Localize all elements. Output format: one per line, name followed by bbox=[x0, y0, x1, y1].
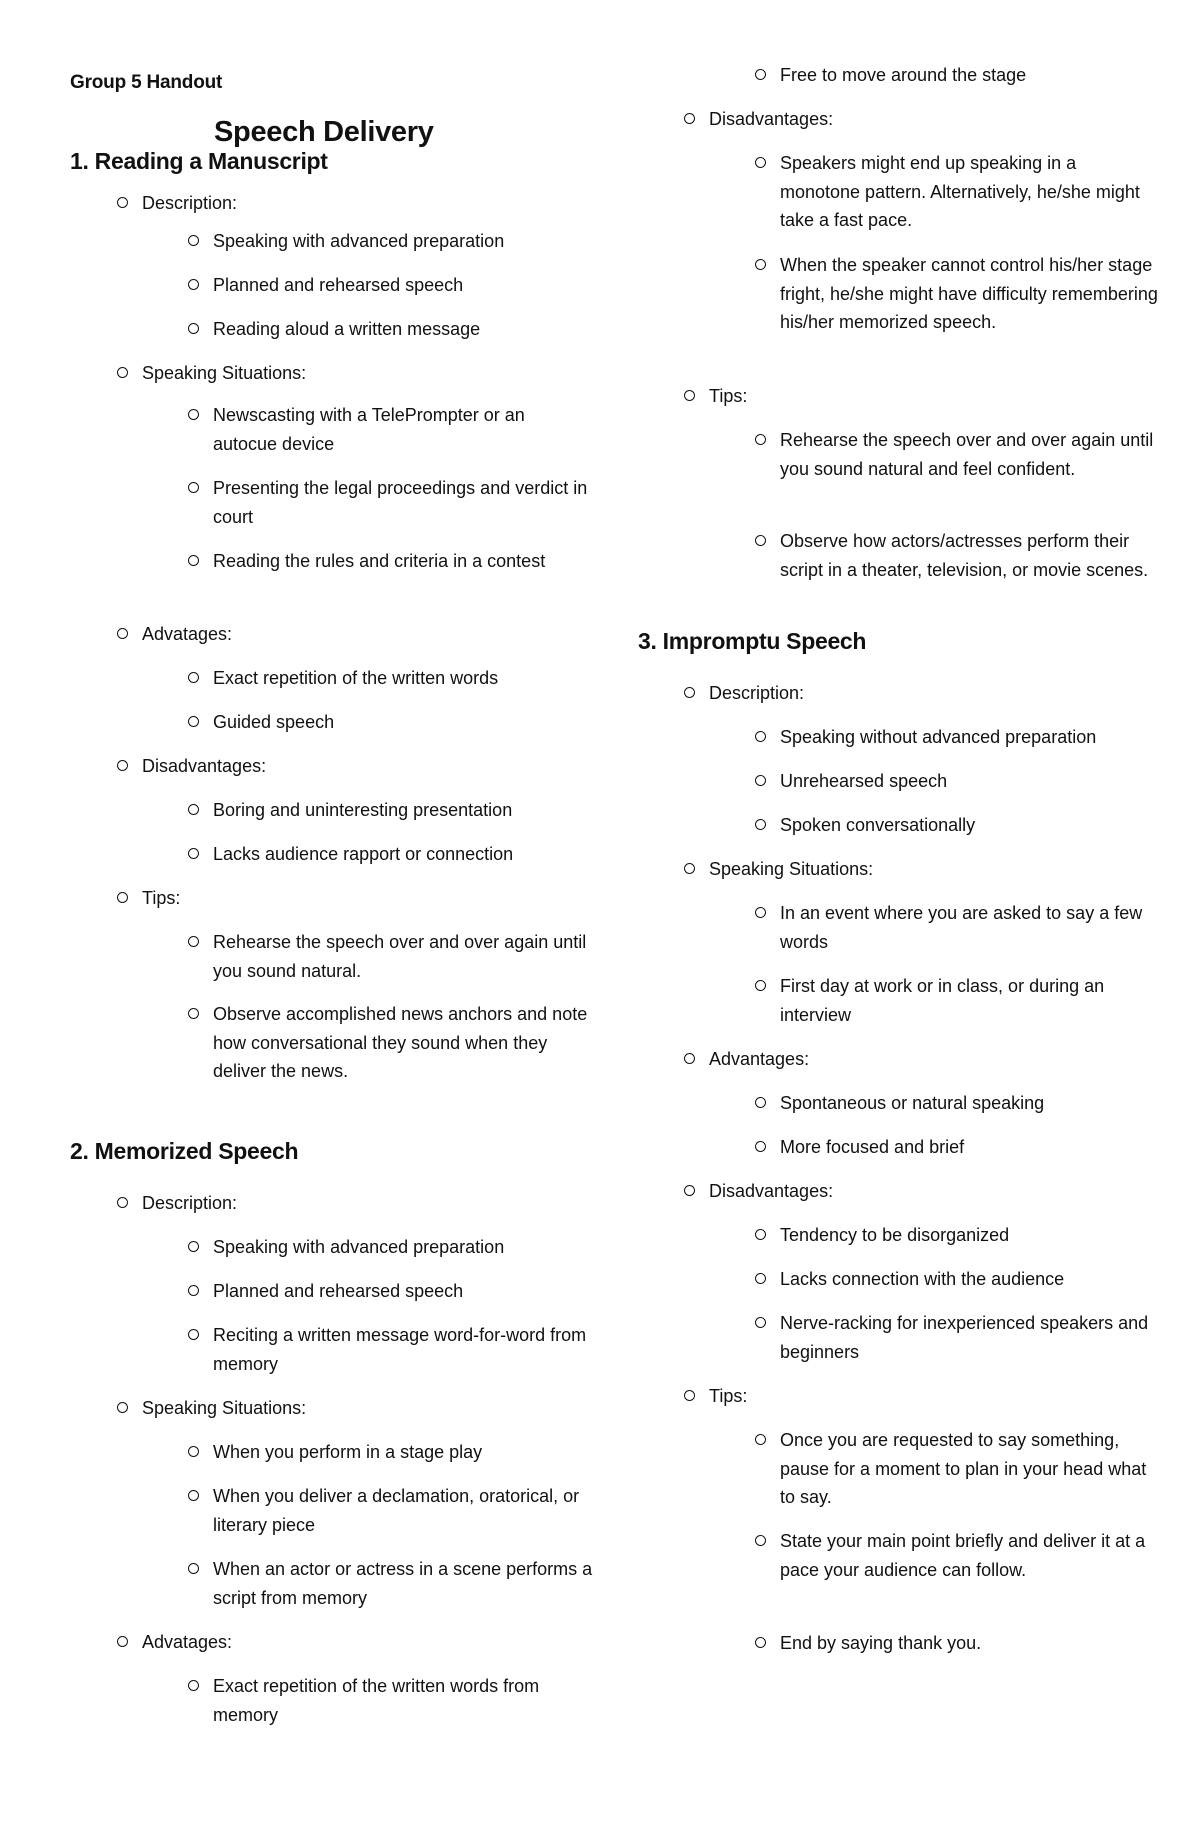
bullet-item bbox=[213, 708, 593, 737]
bullet-item bbox=[213, 664, 593, 693]
bullet-item bbox=[780, 972, 1160, 1029]
bullet-item bbox=[780, 1309, 1160, 1366]
group-label-text: Tips: bbox=[709, 1386, 748, 1406]
bullet-item bbox=[780, 61, 1160, 90]
hollow-circle-bullet-icon bbox=[117, 628, 128, 639]
hollow-circle-bullet-icon bbox=[117, 760, 128, 771]
bullet-item bbox=[780, 811, 1160, 840]
bullet-item bbox=[213, 840, 593, 869]
hollow-circle-bullet-icon bbox=[755, 1273, 766, 1284]
bullet-item bbox=[780, 1527, 1160, 1584]
bullet-item bbox=[780, 1265, 1160, 1294]
bullet-item-text: Observe accomplished news anchors and note how conversational they sound when they deliver the news. bbox=[213, 1004, 588, 1081]
bullet-item bbox=[780, 1629, 1160, 1658]
group-label-item bbox=[142, 189, 562, 218]
bullet-item-text: End by saying thank you. bbox=[780, 1633, 982, 1653]
hollow-circle-bullet-icon bbox=[188, 848, 199, 859]
bullet-item-text: When an actor or actress in a scene performs a script from memory bbox=[213, 1559, 593, 1608]
hollow-circle-bullet-icon bbox=[188, 279, 199, 290]
group-label-text: Advantages: bbox=[709, 1049, 810, 1069]
bullet-item bbox=[780, 1221, 1160, 1250]
bullet-item bbox=[780, 149, 1160, 235]
hollow-circle-bullet-icon bbox=[684, 1185, 695, 1196]
bullet-item bbox=[780, 1089, 1160, 1118]
bullet-item-text: Spontaneous or natural speaking bbox=[780, 1093, 1045, 1113]
bullet-item-text: Once you are requested to say something, pause for a moment to plan in your head what to say. bbox=[780, 1430, 1147, 1507]
hollow-circle-bullet-icon bbox=[755, 980, 766, 991]
hollow-circle-bullet-icon bbox=[755, 259, 766, 270]
bullet-item-text: More focused and brief bbox=[780, 1137, 965, 1157]
bullet-item bbox=[213, 1672, 593, 1729]
hollow-circle-bullet-icon bbox=[755, 775, 766, 786]
hollow-circle-bullet-icon bbox=[755, 1535, 766, 1546]
group-label-item bbox=[142, 359, 562, 388]
group-label-item bbox=[709, 1177, 1129, 1206]
bullet-item bbox=[213, 1000, 593, 1086]
bullet-item bbox=[213, 1482, 593, 1539]
bullet-item bbox=[780, 767, 1160, 796]
hollow-circle-bullet-icon bbox=[755, 69, 766, 80]
hollow-circle-bullet-icon bbox=[188, 235, 199, 246]
hollow-circle-bullet-icon bbox=[755, 1317, 766, 1328]
group-label-text: Description: bbox=[142, 193, 238, 213]
bullet-item bbox=[213, 1438, 593, 1467]
hollow-circle-bullet-icon bbox=[188, 672, 199, 683]
bullet-item-text: Tendency to be disorganized bbox=[780, 1225, 1010, 1245]
hollow-circle-bullet-icon bbox=[755, 434, 766, 445]
hollow-circle-bullet-icon bbox=[117, 367, 128, 378]
group-label-item bbox=[709, 1045, 1129, 1074]
bullet-item bbox=[213, 315, 593, 344]
bullet-item bbox=[213, 401, 593, 458]
bullet-item-text: Exact repetition of the written words from memory bbox=[213, 1676, 540, 1725]
bullet-item-text: Rehearse the speech over and over again until you sound natural. bbox=[213, 932, 587, 981]
hollow-circle-bullet-icon bbox=[755, 1097, 766, 1108]
hollow-circle-bullet-icon bbox=[755, 731, 766, 742]
group-label-item bbox=[709, 1382, 1129, 1411]
bullet-item-text: Planned and rehearsed speech bbox=[213, 275, 464, 295]
document-title: Speech Delivery bbox=[214, 116, 434, 148]
hollow-circle-bullet-icon bbox=[188, 1490, 199, 1501]
bullet-item bbox=[213, 1233, 593, 1262]
hollow-circle-bullet-icon bbox=[117, 1197, 128, 1208]
bullet-item-text: When you perform in a stage play bbox=[213, 1442, 483, 1462]
bullet-item bbox=[213, 1321, 593, 1378]
hollow-circle-bullet-icon bbox=[117, 197, 128, 208]
bullet-item-text: Nerve-racking for inexperienced speakers and beginners bbox=[780, 1313, 1149, 1362]
hollow-circle-bullet-icon bbox=[117, 892, 128, 903]
hollow-circle-bullet-icon bbox=[188, 1008, 199, 1019]
group-label-text: Speaking Situations: bbox=[709, 859, 874, 879]
hollow-circle-bullet-icon bbox=[755, 157, 766, 168]
group-label-item bbox=[709, 855, 1129, 884]
hollow-circle-bullet-icon bbox=[188, 1285, 199, 1296]
hollow-circle-bullet-icon bbox=[188, 1680, 199, 1691]
hollow-circle-bullet-icon bbox=[684, 1053, 695, 1064]
hollow-circle-bullet-icon bbox=[188, 409, 199, 420]
hollow-circle-bullet-icon bbox=[684, 863, 695, 874]
bullet-item-text: Exact repetition of the written words bbox=[213, 668, 499, 688]
hollow-circle-bullet-icon bbox=[188, 936, 199, 947]
bullet-item-text: Speaking with advanced preparation bbox=[213, 231, 505, 251]
bullet-item-text: Unrehearsed speech bbox=[780, 771, 948, 791]
hollow-circle-bullet-icon bbox=[684, 687, 695, 698]
bullet-item-text: Speakers might end up speaking in a monotone pattern. Alternatively, he/she might take a fast pace. bbox=[780, 153, 1140, 230]
hollow-circle-bullet-icon bbox=[755, 1141, 766, 1152]
bullet-item-text: Guided speech bbox=[213, 712, 335, 732]
group-label-text: Speaking Situations: bbox=[142, 1398, 307, 1418]
hollow-circle-bullet-icon bbox=[117, 1402, 128, 1413]
bullet-item-text: Free to move around the stage bbox=[780, 65, 1027, 85]
group-label-text: Tips: bbox=[142, 888, 181, 908]
bullet-item bbox=[213, 227, 593, 256]
hollow-circle-bullet-icon bbox=[684, 1390, 695, 1401]
hollow-circle-bullet-icon bbox=[188, 716, 199, 727]
group-label-text: Disadvantages: bbox=[709, 109, 834, 129]
bullet-item-text: Speaking with advanced preparation bbox=[213, 1237, 505, 1257]
bullet-item-text: Presenting the legal proceedings and verdict in court bbox=[213, 478, 588, 527]
group-label-text: Description: bbox=[142, 1193, 238, 1213]
group-label-item bbox=[142, 884, 562, 913]
section-heading: 1. Reading a Manuscript bbox=[70, 148, 328, 174]
bullet-item-text: State your main point briefly and deliver it at a pace your audience can follow. bbox=[780, 1531, 1146, 1580]
bullet-item bbox=[780, 1133, 1160, 1162]
hollow-circle-bullet-icon bbox=[755, 1434, 766, 1445]
bullet-item-text: Speaking without advanced preparation bbox=[780, 727, 1097, 747]
bullet-item-text: Reciting a written message word-for-word from memory bbox=[213, 1325, 587, 1374]
bullet-item bbox=[780, 1426, 1160, 1512]
bullet-item-text: Reading aloud a written message bbox=[213, 319, 481, 339]
bullet-item bbox=[780, 251, 1160, 337]
hollow-circle-bullet-icon bbox=[188, 1446, 199, 1457]
section-heading: 2. Memorized Speech bbox=[70, 1138, 299, 1164]
bullet-item-text: Spoken conversationally bbox=[780, 815, 976, 835]
hollow-circle-bullet-icon bbox=[188, 804, 199, 815]
bullet-item bbox=[780, 527, 1160, 584]
group-label-item bbox=[709, 679, 1129, 708]
group-label-item bbox=[142, 1189, 562, 1218]
bullet-item bbox=[213, 1277, 593, 1306]
group-label-item bbox=[709, 382, 1129, 411]
bullet-item bbox=[213, 271, 593, 300]
handout-label: Group 5 Handout bbox=[70, 72, 223, 93]
group-label-text: Tips: bbox=[709, 386, 748, 406]
bullet-item-text: First day at work or in class, or during an interview bbox=[780, 976, 1105, 1025]
section-heading: 3. Impromptu Speech bbox=[638, 628, 867, 654]
group-label-text: Advatages: bbox=[142, 1632, 233, 1652]
hollow-circle-bullet-icon bbox=[188, 482, 199, 493]
hollow-circle-bullet-icon bbox=[188, 555, 199, 566]
hollow-circle-bullet-icon bbox=[755, 1637, 766, 1648]
bullet-item bbox=[213, 796, 593, 825]
bullet-item bbox=[780, 426, 1160, 483]
bullet-item bbox=[780, 899, 1160, 956]
group-label-item bbox=[709, 105, 1129, 134]
bullet-item-text: Lacks connection with the audience bbox=[780, 1269, 1065, 1289]
group-label-text: Advatages: bbox=[142, 624, 233, 644]
group-label-text: Disadvantages: bbox=[142, 756, 267, 776]
bullet-item-text: When you deliver a declamation, oratorical, or literary piece bbox=[213, 1486, 580, 1535]
hollow-circle-bullet-icon bbox=[684, 390, 695, 401]
group-label-text: Speaking Situations: bbox=[142, 363, 307, 383]
group-label-text: Description: bbox=[709, 683, 805, 703]
group-label-item bbox=[142, 752, 562, 781]
bullet-item-text: Reading the rules and criteria in a contest bbox=[213, 551, 546, 571]
bullet-item bbox=[213, 1555, 593, 1612]
bullet-item-text: Rehearse the speech over and over again until you sound natural and feel confident. bbox=[780, 430, 1154, 479]
group-label-item bbox=[142, 1628, 562, 1657]
bullet-item-text: Newscasting with a TelePrompter or an autocue device bbox=[213, 405, 525, 454]
hollow-circle-bullet-icon bbox=[755, 535, 766, 546]
hollow-circle-bullet-icon bbox=[188, 323, 199, 334]
bullet-item-text: Observe how actors/actresses perform their script in a theater, television, or movie scenes. bbox=[780, 531, 1149, 580]
group-label-item bbox=[142, 1394, 562, 1423]
bullet-item-text: In an event where you are asked to say a few words bbox=[780, 903, 1143, 952]
hollow-circle-bullet-icon bbox=[117, 1636, 128, 1647]
hollow-circle-bullet-icon bbox=[188, 1241, 199, 1252]
hollow-circle-bullet-icon bbox=[188, 1329, 199, 1340]
group-label-text: Disadvantages: bbox=[709, 1181, 834, 1201]
hollow-circle-bullet-icon bbox=[755, 819, 766, 830]
bullet-item bbox=[213, 474, 593, 531]
bullet-item bbox=[213, 928, 593, 985]
hollow-circle-bullet-icon bbox=[755, 1229, 766, 1240]
bullet-item-text: Planned and rehearsed speech bbox=[213, 1281, 464, 1301]
hollow-circle-bullet-icon bbox=[684, 113, 695, 124]
bullet-item bbox=[213, 547, 593, 576]
hollow-circle-bullet-icon bbox=[188, 1563, 199, 1574]
bullet-item bbox=[780, 723, 1160, 752]
bullet-item-text: When the speaker cannot control his/her stage fright, he/she might have difficulty remembering his/her memorized speech. bbox=[780, 255, 1158, 332]
bullet-item-text: Boring and uninteresting presentation bbox=[213, 800, 513, 820]
bullet-item-text: Lacks audience rapport or connection bbox=[213, 844, 514, 864]
hollow-circle-bullet-icon bbox=[755, 907, 766, 918]
group-label-item bbox=[142, 620, 562, 649]
